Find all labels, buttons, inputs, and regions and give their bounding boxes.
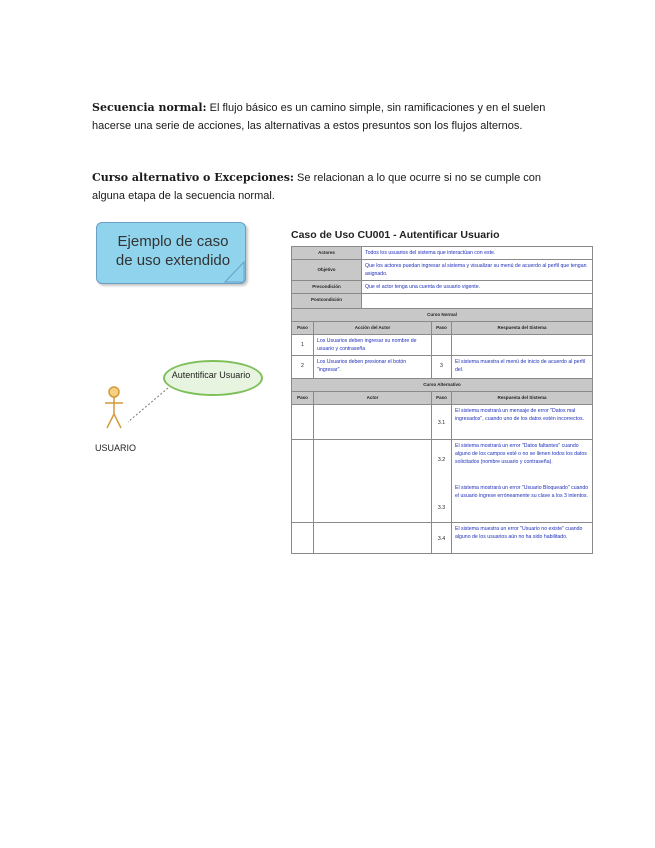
column-header: Acción del Actor <box>314 322 432 334</box>
row-label: Precondición <box>292 281 362 293</box>
actor-cell <box>314 440 432 522</box>
usecase-table <box>291 246 593 554</box>
column-headers <box>292 392 592 405</box>
actor-action: Los Usuarios deben presionar el botón "ingresar". <box>314 356 432 378</box>
table-row <box>292 405 592 440</box>
step-number: 3 <box>432 356 452 378</box>
table-row <box>292 281 592 294</box>
table-row <box>292 523 592 553</box>
row-label: Actores <box>292 247 362 259</box>
table-title: Caso de Uso CU001 - Autentificar Usuario <box>291 229 500 241</box>
actor-cell <box>314 405 432 439</box>
system-response: El sistema muestra el menú de inicio de acuerdo al perfil del. <box>455 359 586 373</box>
actor-icon <box>105 387 123 428</box>
step-number: 2 <box>292 356 314 378</box>
row-value: Que el actor tenga una cuenta de usuario vigente. <box>365 284 481 290</box>
step-number: 1 <box>292 335 314 355</box>
paragraph-heading: Secuencia normal: <box>92 101 207 114</box>
system-response: El sistema mostrará un error "Datos faltantes" cuando alguno de los campos esté o no se llenen todos los datos solicitados (nombre usuario y contraseña). <box>455 443 587 465</box>
callout-text: Ejemplo de caso de uso extendido <box>115 233 231 269</box>
system-response: El sistema mostrará un error "Usuario Bloqueado" cuando el usuario ingrese erróneamente su clave a los 3 intentos. <box>455 485 589 499</box>
step-number <box>292 405 314 439</box>
step-number <box>432 335 452 355</box>
section-title: Curso Alternativo <box>292 379 592 391</box>
section-header <box>292 379 592 392</box>
step-number: 3.1 <box>432 405 452 439</box>
step-number: 3.3 <box>437 505 446 511</box>
paragraph-text: El flujo básico es un camino simple, sin ramificaciones y en el suelen hacerse una serie de acciones, las alternativas a estos presuntos son los flujos alternos. <box>92 102 546 132</box>
system-responses <box>452 440 592 522</box>
usecase-label: Autentificar Usuario <box>171 370 251 380</box>
table-row <box>292 356 592 379</box>
step-number: 3.2 <box>437 457 446 463</box>
column-header: Actor <box>314 392 432 404</box>
row-value: Todos los usuarios del sistema que interactúan con este. <box>365 250 496 256</box>
step-numbers <box>432 440 452 522</box>
column-header: Paso <box>292 392 314 404</box>
step-number: 3.4 <box>432 523 452 553</box>
system-response: El sistema mostrará un mensaje de error "Datos mal ingresados", cuando uno de los datos estén incorrectos. <box>455 408 585 422</box>
table-row <box>292 294 592 309</box>
table-row <box>292 260 592 281</box>
row-label: Postcondición <box>292 294 362 308</box>
column-headers <box>292 322 592 335</box>
actor-cell <box>314 523 432 553</box>
section-title: Curso Normal <box>292 309 592 321</box>
row-value <box>362 294 592 308</box>
table-row <box>292 440 592 523</box>
column-header: Paso <box>432 322 452 334</box>
table-row <box>292 335 592 356</box>
section-header <box>292 309 592 322</box>
table-row <box>292 247 592 260</box>
paragraph-heading: Curso alternativo o Excepciones: <box>92 171 294 184</box>
column-header: Respuesta del Sistema <box>452 322 592 334</box>
system-response: El sistema muestra un error "Usuario no existe" cuando alguno de los usuarios aún no ha sido habilitado. <box>455 526 583 540</box>
actor-action: Los Usuarios deben ingresar su nombre de usuario y contraseña <box>314 335 432 355</box>
row-label: Objetivo <box>292 260 362 280</box>
system-response <box>452 335 592 355</box>
paragraph-text: Se relacionan a lo que ocurre si no se cumple con alguna etapa de la secuencia normal. <box>92 172 542 202</box>
row-value: Que los actores puedan ingresar al sistema y visualizar su menú de acuerdo al perfil que tengan asignado. <box>365 263 587 277</box>
association-line <box>128 388 168 422</box>
actor-label: USUARIO <box>95 443 137 453</box>
column-header: Paso <box>292 322 314 334</box>
step-number <box>292 523 314 553</box>
column-header: Respuesta del Sistema <box>452 392 592 404</box>
step-number <box>292 440 314 522</box>
column-header: Paso <box>432 392 452 404</box>
